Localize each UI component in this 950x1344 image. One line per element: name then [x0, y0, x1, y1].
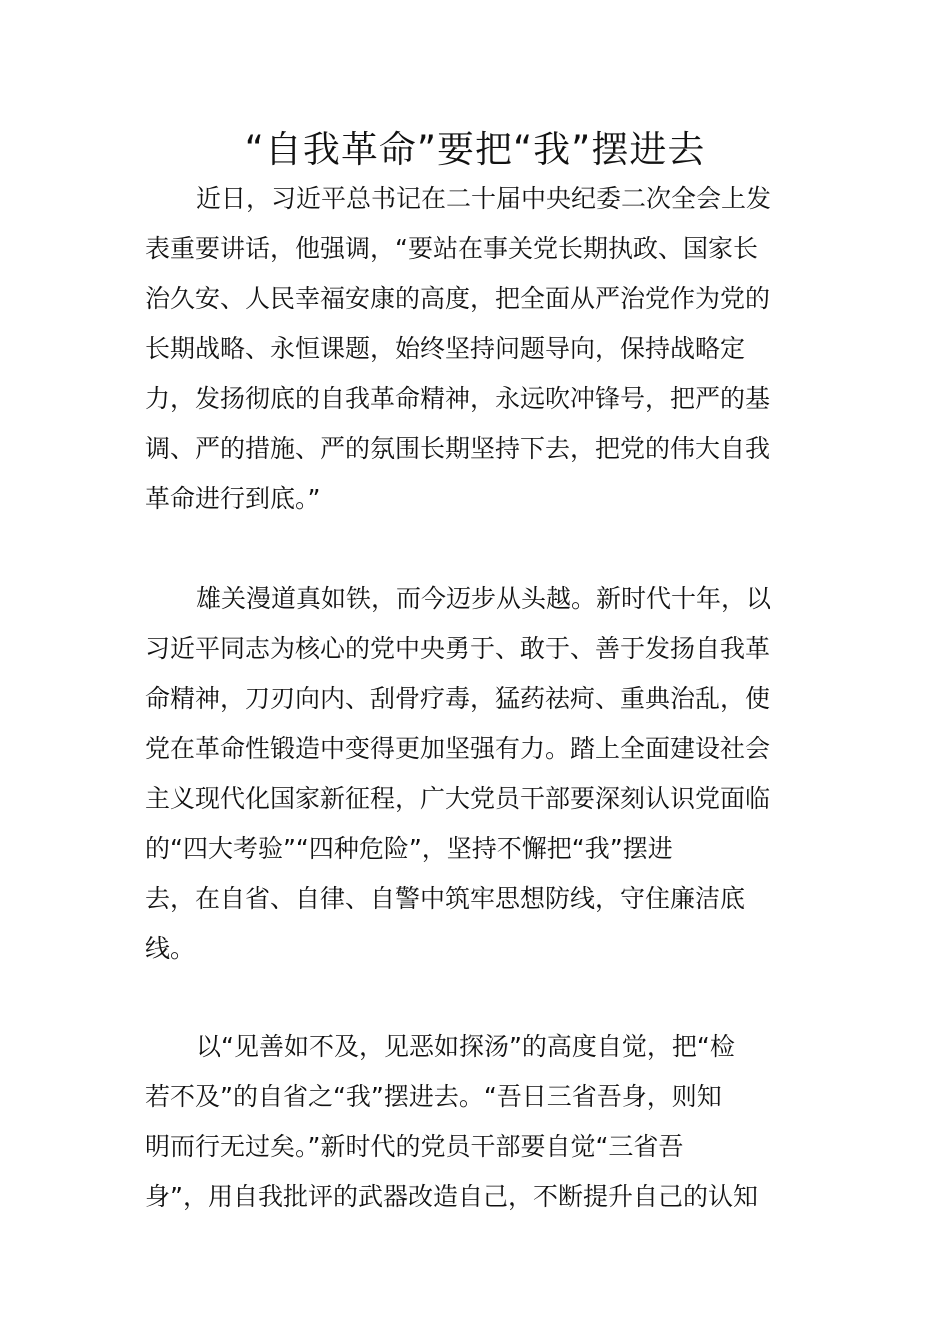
paragraph-line: 以“见善如不及，见恶如探汤”的高度自觉，把“检: [196, 1032, 735, 1061]
paragraph-line: 若不及”的自省之“我”摆进去。“吾日三省吾身，则知: [145, 1082, 722, 1111]
paragraph-line: 习近平同志为核心的党中央勇于、敢于、善于发扬自我革: [145, 634, 771, 663]
paragraph-line: 革命进行到底。”: [145, 484, 321, 513]
paragraph-2: [145, 574, 815, 974]
paragraph-line: 近日，习近平总书记在二十届中央纪委二次全会上发: [196, 184, 772, 213]
paragraph-3: [145, 1022, 815, 1222]
paragraph-line: 去，在自省、自律、自警中筑牢思想防线，守住廉洁底: [145, 884, 746, 913]
paragraph-line: 治久安、人民幸福安康的高度，把全面从严治党作为党的: [145, 284, 771, 313]
paragraph-line: 表重要讲话，他强调，“要站在事关党长期执政、国家长: [145, 234, 758, 263]
document-title: “自我革命”要把“我”摆进去: [244, 128, 706, 171]
paragraph-line: 党在革命性锻造中变得更加坚强有力。踏上全面建设社会: [145, 734, 771, 763]
paragraph-line: 线。: [145, 934, 196, 963]
paragraph-line: 的“四大考验”“四种危险”，坚持不懈把“我”摆进: [145, 834, 673, 863]
paragraph-line: 力，发扬彻底的自我革命精神，永远吹冲锋号，把严的基: [145, 384, 771, 413]
paragraph-line: 雄关漫道真如铁，而今迈步从头越。新时代十年，以: [196, 584, 772, 613]
paragraph-1: [145, 174, 815, 524]
paragraph-line: 长期战略、永恒课题，始终坚持问题导向，保持战略定: [145, 334, 746, 363]
paragraph-line: 命精神，刀刃向内、刮骨疗毒，猛药祛疴、重典治乱，使: [145, 684, 771, 713]
paragraph-line: 身”，用自我批评的武器改造自己，不断提升自己的认知: [145, 1182, 758, 1211]
paragraph-line: 调、严的措施、严的氛围长期坚持下去，把党的伟大自我: [145, 434, 771, 463]
paragraph-line: 主义现代化国家新征程，广大党员干部要深刻认识党面临: [145, 784, 771, 813]
paragraph-line: 明而行无过矣。”新时代的党员干部要自觉“三省吾: [145, 1132, 684, 1161]
